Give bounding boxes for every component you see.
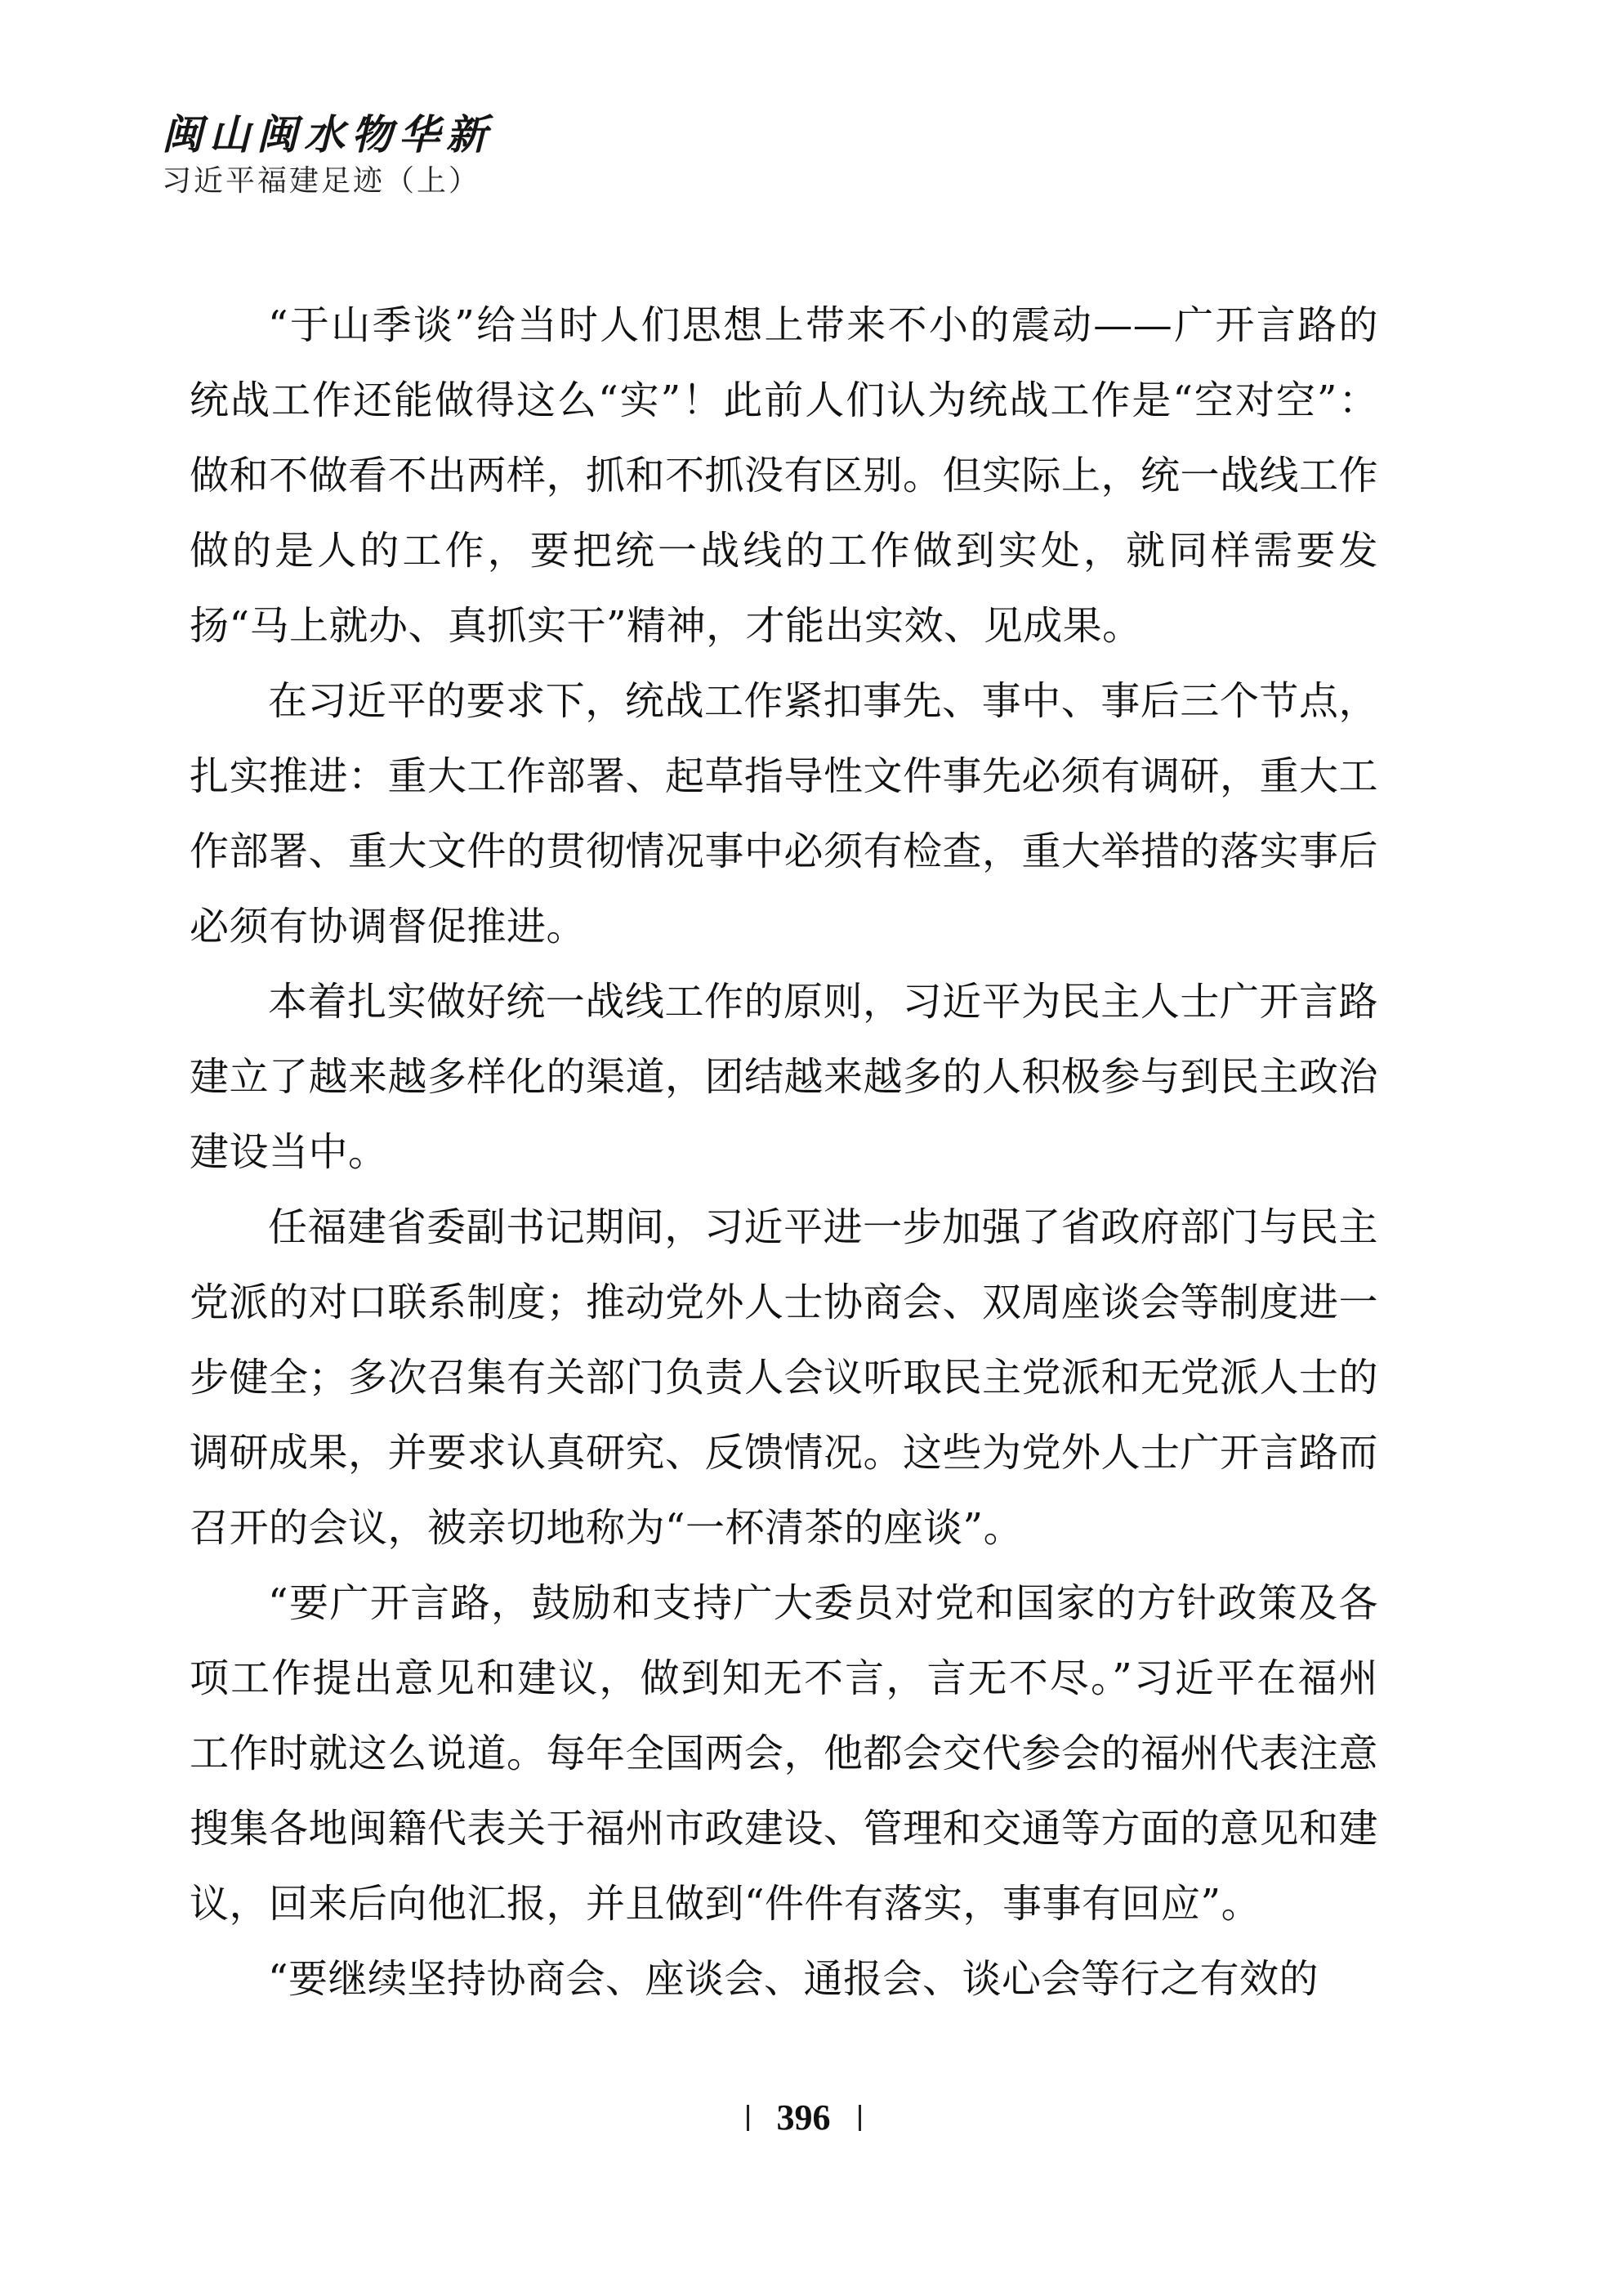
paragraph-5: “要广开言路，鼓励和支持广大委员对党和国家的方针政策及各项工作提出意见和建议，做到知无不言，言无不尽。”习近平在福州工作时就这么说道。每年全国两会，他都会交代参会的福州代表注意搜集各地闽籍代表关于福州市政建设、管理和交通等方面的意见和建议，回来后向他汇报，并且做到“件件有落实，事事有回应”。 (190, 1580, 1379, 1927)
folio-left-rule (747, 2105, 749, 2131)
paragraph-1: “于山季谈”给当时人们思想上带来不小的震动——广开言路的统战工作还能做得这么“实”！此前人们认为统战工作是“空对空”：做和不做看不出两样，抓和不抓没有区别。但实际上，统一战线工作做的是人的工作，要把统一战线的工作做到实处，就同样需要发扬“马上就办、真抓实干”精神，才能出实效、见成果。 (190, 302, 1379, 649)
paragraph-6: “要继续坚持协商会、座谈会、通报会、谈心会等行之有效的 (268, 1956, 1319, 2002)
book-subtitle: 习近平福建足迹（上） (162, 164, 481, 198)
page-footer (0, 2092, 1607, 2141)
book-title: 闽山闽水物华新 (162, 110, 493, 159)
folio-right-rule (859, 2105, 861, 2131)
paragraph-3: 本着扎实做好统一战线工作的原则，习近平为民主人士广开言路建立了越来越多样化的渠道，团结越来越多的人积极参与到民主政治建设当中。 (190, 979, 1379, 1175)
paragraph-2: 在习近平的要求下，统战工作紧扣事先、事中、事后三个节点，扎实推进：重大工作部署、起草指导性文件事先必须有调研，重大工作部署、重大文件的贯彻情况事中必须有检查，重大举措的落实事后必须有协调督促推进。 (190, 678, 1379, 949)
paragraph-4: 任福建省委副书记期间，习近平进一步加强了省政府部门与民主党派的对口联系制度；推动党外人士协商会、双周座谈会等制度进一步健全；多次召集有关部门负责人会议听取民主党派和无党派人士的调研成果，并要求认真研究、反馈情况。这些为党外人士广开言路而召开的会议，被亲切地称为“一杯清茶的座谈”。 (190, 1204, 1379, 1551)
running-head (162, 108, 897, 201)
body-text (190, 288, 1378, 2017)
page-number: 396 (776, 2097, 831, 2137)
